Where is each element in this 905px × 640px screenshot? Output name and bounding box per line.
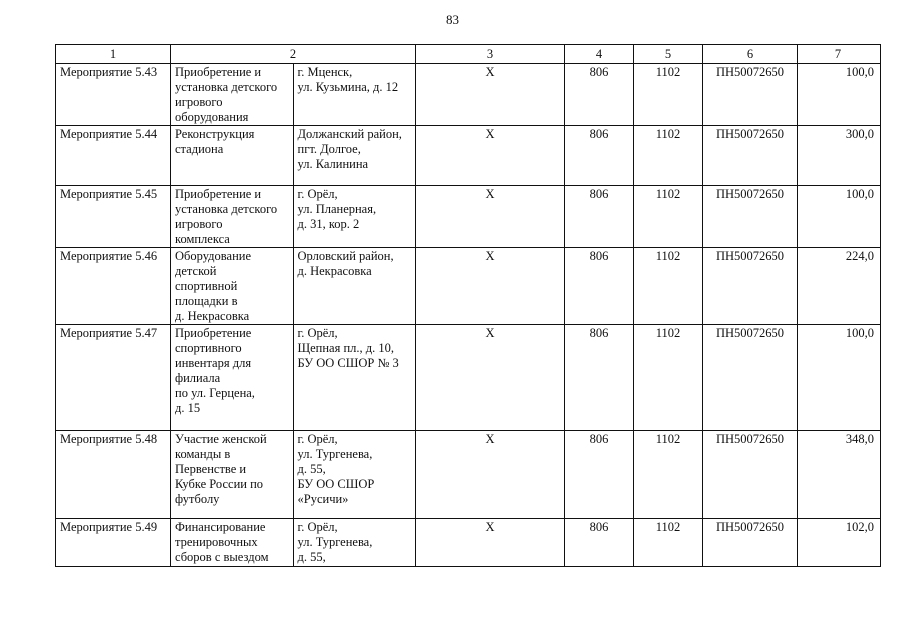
address-line: г. Орёл, <box>297 326 338 340</box>
table-row <box>56 186 881 248</box>
address-cell <box>293 325 416 431</box>
amount-cell: 300,0 <box>798 126 881 186</box>
address-line: пгт. Долгое, <box>297 142 361 156</box>
event-name-line: игрового <box>175 95 223 109</box>
header-col-3: 3 <box>416 45 565 64</box>
col5-cell: 1102 <box>634 248 703 325</box>
event-name-cell <box>171 325 294 431</box>
address-cell <box>293 431 416 519</box>
col3-cell: Х <box>416 519 565 567</box>
event-name-line: Кубке России по <box>175 477 264 491</box>
event-name-line: спортивной <box>175 279 238 293</box>
address-line: ул. Кузьмина, д. 12 <box>297 80 399 94</box>
address-cell <box>293 186 416 248</box>
col4-cell: 806 <box>565 519 634 567</box>
col4-cell: 806 <box>565 248 634 325</box>
event-name-line: детской <box>175 264 217 278</box>
event-name-line: команды в <box>175 447 231 461</box>
col5-cell: 1102 <box>634 325 703 431</box>
col4-cell: 806 <box>565 126 634 186</box>
event-name-line: Приобретение и <box>175 187 262 201</box>
address-line: Должанский район, <box>297 127 402 141</box>
address-line: ул. Тургенева, <box>297 447 373 461</box>
col3-cell: Х <box>416 248 565 325</box>
amount-cell: 100,0 <box>798 64 881 126</box>
header-col-1: 1 <box>56 45 171 64</box>
address-line: БУ ОО СШОР № 3 <box>297 356 399 370</box>
address-line: д. 55, <box>297 462 326 476</box>
event-name-cell <box>171 186 294 248</box>
address-cell <box>293 519 416 567</box>
address-line: Щепная пл., д. 10, <box>297 341 394 355</box>
event-cell: Мероприятие 5.43 <box>56 64 171 126</box>
col5-cell: 1102 <box>634 186 703 248</box>
table-row <box>56 431 881 519</box>
event-name-line: оборудования <box>175 110 249 124</box>
event-cell: Мероприятие 5.49 <box>56 519 171 567</box>
col4-cell: 806 <box>565 64 634 126</box>
event-name-line: по ул. Герцена, <box>175 386 255 400</box>
header-col-4: 4 <box>565 45 634 64</box>
event-name-cell <box>171 519 294 567</box>
table-row <box>56 325 881 431</box>
address-line: г. Орёл, <box>297 187 338 201</box>
col6-cell: ПН50072650 <box>703 248 798 325</box>
event-cell: Мероприятие 5.47 <box>56 325 171 431</box>
col4-cell: 806 <box>565 325 634 431</box>
table-header-row <box>56 45 881 64</box>
event-name-line: Приобретение и <box>175 65 262 79</box>
event-name-line: тренировочных <box>175 535 258 549</box>
address-cell <box>293 64 416 126</box>
event-name-line: футболу <box>175 492 220 506</box>
budget-table <box>55 44 881 567</box>
address-line: «Русичи» <box>297 492 349 506</box>
table-row <box>56 519 881 567</box>
address-line: ул. Калинина <box>297 157 369 171</box>
col5-cell: 1102 <box>634 64 703 126</box>
amount-cell: 102,0 <box>798 519 881 567</box>
event-name-line: площадки в <box>175 294 238 308</box>
col4-cell: 806 <box>565 186 634 248</box>
event-name-line: инвентаря для <box>175 356 252 370</box>
event-name-line: установка детского <box>175 202 278 216</box>
address-line: Орловский район, <box>297 249 394 263</box>
address-line: ул. Планерная, <box>297 202 377 216</box>
address-line: д. Некрасовка <box>297 264 372 278</box>
header-col-5: 5 <box>634 45 703 64</box>
col6-cell: ПН50072650 <box>703 519 798 567</box>
col5-cell: 1102 <box>634 126 703 186</box>
col3-cell: Х <box>416 64 565 126</box>
col6-cell: ПН50072650 <box>703 431 798 519</box>
header-col-6: 6 <box>703 45 798 64</box>
event-name-line: д. Некрасовка <box>175 309 250 323</box>
col3-cell: Х <box>416 325 565 431</box>
event-name-cell <box>171 126 294 186</box>
event-name-line: филиала <box>175 371 221 385</box>
event-name-line: д. 15 <box>175 401 201 415</box>
event-name-line: Приобретение <box>175 326 252 340</box>
event-cell: Мероприятие 5.45 <box>56 186 171 248</box>
event-cell: Мероприятие 5.48 <box>56 431 171 519</box>
event-name-line: комплекса <box>175 232 230 246</box>
table-row <box>56 126 881 186</box>
col5-cell: 1102 <box>634 431 703 519</box>
col4-cell: 806 <box>565 431 634 519</box>
event-name-line: сборов с выездом <box>175 550 269 564</box>
header-col-7: 7 <box>798 45 881 64</box>
header-col-2: 2 <box>171 45 416 64</box>
address-line: г. Орёл, <box>297 520 338 534</box>
col5-cell: 1102 <box>634 519 703 567</box>
event-cell: Мероприятие 5.44 <box>56 126 171 186</box>
address-cell <box>293 126 416 186</box>
event-name-line: стадиона <box>175 142 224 156</box>
event-name-line: Финансирование <box>175 520 266 534</box>
amount-cell: 224,0 <box>798 248 881 325</box>
address-cell <box>293 248 416 325</box>
event-name-line: Участие женской <box>175 432 267 446</box>
table-row <box>56 64 881 126</box>
event-name-line: Первенстве и <box>175 462 247 476</box>
event-name-line: спортивного <box>175 341 242 355</box>
amount-cell: 348,0 <box>798 431 881 519</box>
event-name-line: игрового <box>175 217 223 231</box>
address-line: г. Орёл, <box>297 432 338 446</box>
address-line: д. 55, <box>297 550 326 564</box>
address-line: д. 31, кор. 2 <box>297 217 360 231</box>
event-name-cell <box>171 64 294 126</box>
event-name-line: установка детского <box>175 80 278 94</box>
col3-cell: Х <box>416 431 565 519</box>
amount-cell: 100,0 <box>798 186 881 248</box>
col6-cell: ПН50072650 <box>703 126 798 186</box>
event-name-cell <box>171 248 294 325</box>
address-line: БУ ОО СШОР <box>297 477 375 491</box>
table-row <box>56 248 881 325</box>
event-name-cell <box>171 431 294 519</box>
col6-cell: ПН50072650 <box>703 186 798 248</box>
event-name-line: Реконструкция <box>175 127 255 141</box>
col3-cell: Х <box>416 186 565 248</box>
address-line: г. Мценск, <box>297 65 353 79</box>
page-number: 83 <box>446 12 459 27</box>
amount-cell: 100,0 <box>798 325 881 431</box>
event-name-line: Оборудование <box>175 249 252 263</box>
col3-cell: Х <box>416 126 565 186</box>
event-cell: Мероприятие 5.46 <box>56 248 171 325</box>
col6-cell: ПН50072650 <box>703 325 798 431</box>
address-line: ул. Тургенева, <box>297 535 373 549</box>
col6-cell: ПН50072650 <box>703 64 798 126</box>
